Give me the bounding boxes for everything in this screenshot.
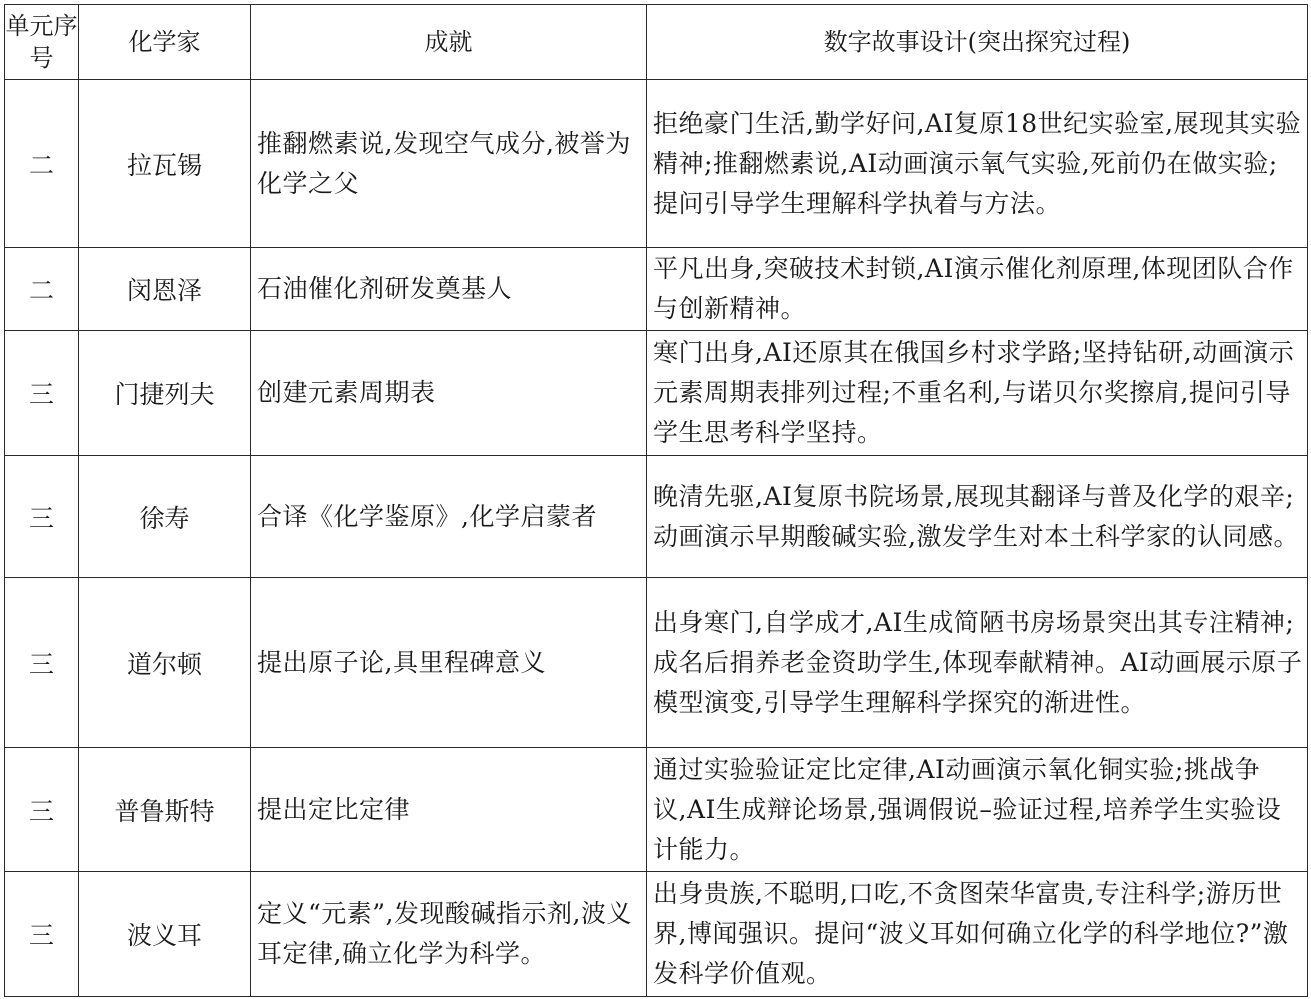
cell-achievement: 定义“元素”,发现酸碱指示剂,波义耳定律,确立化学为科学。 [251, 872, 647, 997]
table-row [5, 456, 1308, 578]
cell-unit: 二 [5, 248, 79, 331]
cell-chemist: 门捷列夫 [79, 331, 251, 456]
table-row [5, 872, 1308, 997]
cell-unit: 三 [5, 748, 79, 872]
cell-achievement: 石油催化剂研发奠基人 [251, 248, 647, 331]
cell-chemist: 徐寿 [79, 456, 251, 578]
table-row [5, 748, 1308, 872]
cell-unit: 三 [5, 872, 79, 997]
table-row [5, 248, 1308, 331]
cell-story: 晚清先驱,AI复原书院场景,展现其翻译与普及化学的艰辛;动画演示早期酸碱实验,激发学生对本土科学家的认同感。 [647, 456, 1308, 578]
chemist-table [4, 4, 1308, 997]
cell-story: 拒绝豪门生活,勤学好问,AI复原18世纪实验室,展现其实验精神;推翻燃素说,AI动画演示氧气实验,死前仍在做实验;提问引导学生理解科学执着与方法。 [647, 80, 1308, 248]
cell-unit: 三 [5, 578, 79, 748]
cell-story: 寒门出身,AI还原其在俄国乡村求学路;坚持钻研,动画演示元素周期表排列过程;不重名利,与诺贝尔奖擦肩,提问引导学生思考科学坚持。 [647, 331, 1308, 456]
header-chemist: 化学家 [79, 5, 251, 80]
cell-achievement: 创建元素周期表 [251, 331, 647, 456]
table-row [5, 578, 1308, 748]
cell-achievement: 提出定比定律 [251, 748, 647, 872]
cell-unit: 二 [5, 80, 79, 248]
cell-story: 出身贵族,不聪明,口吃,不贪图荣华富贵,专注科学;游历世界,博闻强识。提问“波义耳如何确立化学的科学地位?”激发科学价值观。 [647, 872, 1308, 997]
cell-chemist: 闵恩泽 [79, 248, 251, 331]
table-row [5, 80, 1308, 248]
table-row [5, 331, 1308, 456]
cell-story: 平凡出身,突破技术封锁,AI演示催化剂原理,体现团队合作与创新精神。 [647, 248, 1308, 331]
cell-story: 通过实验验证定比定律,AI动画演示氧化铜实验;挑战争议,AI生成辩论场景,强调假说–验证过程,培养学生实验设计能力。 [647, 748, 1308, 872]
cell-unit: 三 [5, 331, 79, 456]
cell-achievement: 提出原子论,具里程碑意义 [251, 578, 647, 748]
cell-chemist: 拉瓦锡 [79, 80, 251, 248]
header-unit: 单元序号 [5, 5, 79, 80]
cell-chemist: 道尔顿 [79, 578, 251, 748]
cell-chemist: 波义耳 [79, 872, 251, 997]
header-achievement: 成就 [251, 5, 647, 80]
table-wrapper [4, 4, 1308, 997]
cell-chemist: 普鲁斯特 [79, 748, 251, 872]
cell-unit: 三 [5, 456, 79, 578]
header-row [5, 5, 1308, 80]
cell-achievement: 推翻燃素说,发现空气成分,被誉为化学之父 [251, 80, 647, 248]
header-story: 数字故事设计(突出探究过程) [647, 5, 1308, 80]
cell-achievement: 合译《化学鉴原》,化学启蒙者 [251, 456, 647, 578]
cell-story: 出身寒门,自学成才,AI生成简陋书房场景突出其专注精神;成名后捐养老金资助学生,体现奉献精神。AI动画展示原子模型演变,引导学生理解科学探究的渐进性。 [647, 578, 1308, 748]
